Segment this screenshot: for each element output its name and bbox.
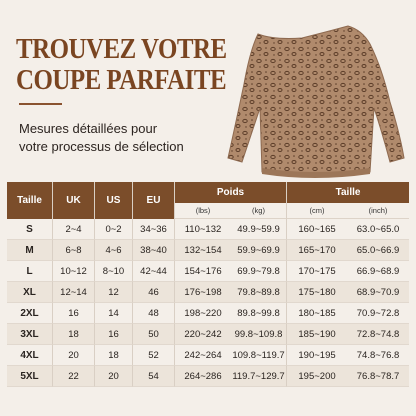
cell-kg: 69.9~79.8 <box>231 261 287 282</box>
subtitle-line-2: votre processus de sélection <box>19 139 184 154</box>
cell-uk: 6~8 <box>53 240 95 261</box>
table-row <box>7 303 409 324</box>
cell-kg: 89.8~99.8 <box>231 303 287 324</box>
cell-eu: 42~44 <box>133 261 175 282</box>
cell-cm: 170~175 <box>287 261 347 282</box>
cell-cm: 175~180 <box>287 282 347 303</box>
cell-inch: 76.8~78.7 <box>347 366 409 387</box>
cell-eu: 48 <box>133 303 175 324</box>
header-eu: EU <box>133 182 175 219</box>
header-uk: UK <box>53 182 95 219</box>
cell-kg: 109.8~119.7 <box>231 345 287 366</box>
cell-size: 5XL <box>7 366 53 387</box>
cell-cm: 180~185 <box>287 303 347 324</box>
cell-size: S <box>7 219 53 240</box>
cell-inch: 70.9~72.8 <box>347 303 409 324</box>
cell-uk: 10~12 <box>53 261 95 282</box>
header-weight: Poids <box>175 182 287 203</box>
table-row <box>7 240 409 261</box>
title-line-1: TROUVEZ VOTRE <box>16 33 227 65</box>
table-row <box>7 366 409 387</box>
cell-kg: 49.9~59.9 <box>231 219 287 240</box>
subtitle <box>19 120 209 156</box>
cell-lbs: 176~198 <box>175 282 231 303</box>
subheader-kg: (kg) <box>231 203 287 219</box>
cell-cm: 190~195 <box>287 345 347 366</box>
cell-inch: 65.0~66.9 <box>347 240 409 261</box>
cell-size: XL <box>7 282 53 303</box>
cell-uk: 2~4 <box>53 219 95 240</box>
cell-lbs: 220~242 <box>175 324 231 345</box>
table-row <box>7 261 409 282</box>
cell-size: M <box>7 240 53 261</box>
cell-lbs: 264~286 <box>175 366 231 387</box>
table-row <box>7 282 409 303</box>
cell-inch: 72.8~74.8 <box>347 324 409 345</box>
cell-kg: 99.8~109.8 <box>231 324 287 345</box>
cell-lbs: 110~132 <box>175 219 231 240</box>
cell-inch: 68.9~70.9 <box>347 282 409 303</box>
table-row <box>7 345 409 366</box>
header-size: Taille <box>7 182 53 219</box>
subheader-inch: (inch) <box>347 203 409 219</box>
cell-uk: 12~14 <box>53 282 95 303</box>
cell-eu: 46 <box>133 282 175 303</box>
cell-cm: 195~200 <box>287 366 347 387</box>
cell-size: 4XL <box>7 345 53 366</box>
header-height: Taille <box>287 182 409 203</box>
header-us: US <box>95 182 133 219</box>
cell-eu: 52 <box>133 345 175 366</box>
cell-us: 20 <box>95 366 133 387</box>
cell-us: 4~6 <box>95 240 133 261</box>
cell-size: L <box>7 261 53 282</box>
subheader-cm: (cm) <box>287 203 347 219</box>
cell-us: 12 <box>95 282 133 303</box>
cell-us: 14 <box>95 303 133 324</box>
cell-size: 3XL <box>7 324 53 345</box>
subtitle-line-1: Mesures détaillées pour <box>19 121 158 136</box>
cell-cm: 185~190 <box>287 324 347 345</box>
cell-kg: 59.9~69.9 <box>231 240 287 261</box>
cell-us: 0~2 <box>95 219 133 240</box>
cell-lbs: 154~176 <box>175 261 231 282</box>
cell-cm: 165~170 <box>287 240 347 261</box>
table-row <box>7 324 409 345</box>
cell-us: 16 <box>95 324 133 345</box>
subheader-lbs: (lbs) <box>175 203 231 219</box>
cell-inch: 74.8~76.8 <box>347 345 409 366</box>
cell-us: 8~10 <box>95 261 133 282</box>
page-title <box>16 33 227 96</box>
cell-uk: 22 <box>53 366 95 387</box>
cell-size: 2XL <box>7 303 53 324</box>
table-row <box>7 219 409 240</box>
title-line-2: COUPE PARFAITE <box>16 64 227 96</box>
cell-us: 18 <box>95 345 133 366</box>
cell-kg: 119.7~129.7 <box>231 366 287 387</box>
cell-lbs: 132~154 <box>175 240 231 261</box>
cell-inch: 63.0~65.0 <box>347 219 409 240</box>
cell-kg: 79.8~89.8 <box>231 282 287 303</box>
cell-eu: 38~40 <box>133 240 175 261</box>
cell-lbs: 242~264 <box>175 345 231 366</box>
cell-eu: 34~36 <box>133 219 175 240</box>
title-divider <box>19 103 62 105</box>
cell-cm: 160~165 <box>287 219 347 240</box>
size-table <box>7 182 409 387</box>
cell-eu: 54 <box>133 366 175 387</box>
leopard-sweater-image <box>214 22 410 180</box>
cell-uk: 20 <box>53 345 95 366</box>
cell-inch: 66.9~68.9 <box>347 261 409 282</box>
cell-uk: 18 <box>53 324 95 345</box>
cell-eu: 50 <box>133 324 175 345</box>
cell-lbs: 198~220 <box>175 303 231 324</box>
cell-uk: 16 <box>53 303 95 324</box>
